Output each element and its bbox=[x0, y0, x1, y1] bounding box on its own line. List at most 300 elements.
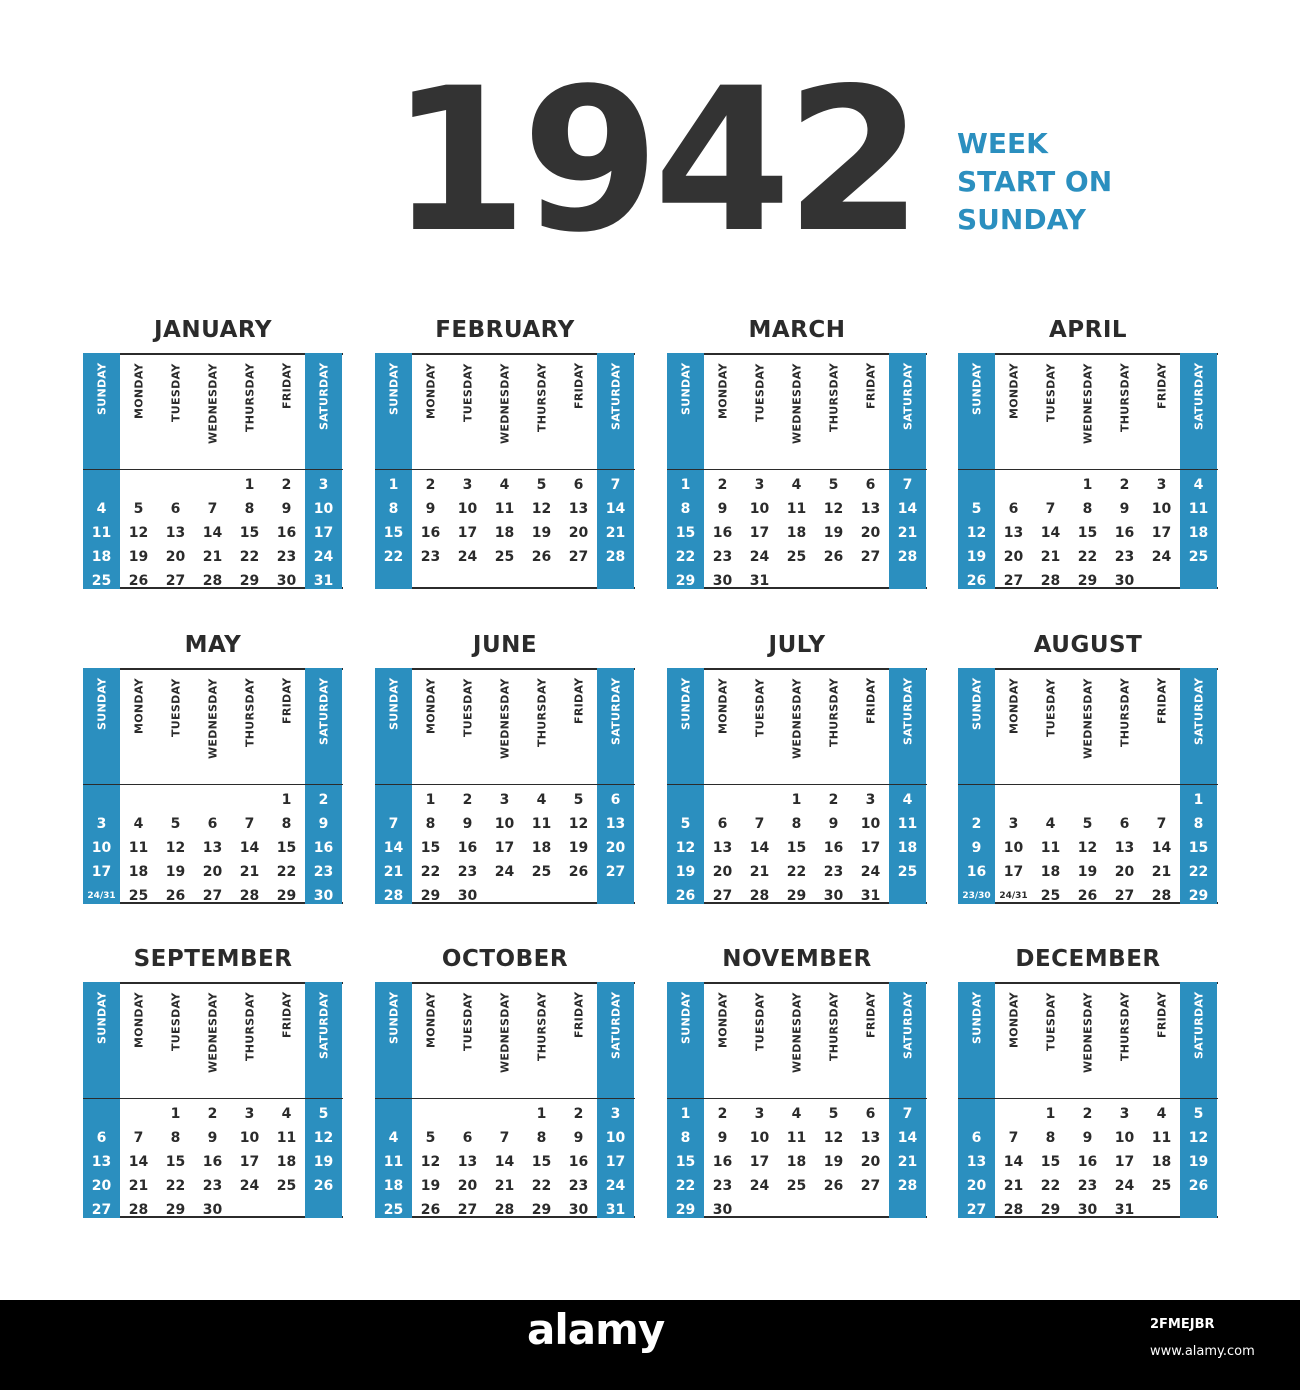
day-cell: 17 bbox=[1003, 864, 1024, 880]
day-cell: 29 bbox=[1188, 888, 1209, 904]
day-cell: 22 bbox=[276, 864, 297, 880]
day-cell: 7 bbox=[1045, 501, 1056, 517]
weekday-header bbox=[412, 992, 449, 1092]
day-cell: 4 bbox=[536, 792, 547, 808]
day-cell: 19 bbox=[1077, 864, 1098, 880]
day-cell: 21 bbox=[383, 864, 404, 880]
day-cell: 17 bbox=[749, 1154, 770, 1170]
day-cell: 26 bbox=[675, 888, 696, 904]
day-cell: 13 bbox=[202, 840, 223, 856]
weekday-header bbox=[1106, 363, 1143, 463]
weekday-label: SATURDAY bbox=[317, 991, 330, 1059]
day-cell: 17 bbox=[1114, 1154, 1135, 1170]
day-cell: 26 bbox=[568, 864, 589, 880]
day-cell: 3 bbox=[318, 477, 329, 493]
day-cell: 9 bbox=[425, 501, 436, 517]
weekday-header bbox=[157, 363, 194, 463]
day-cell: 27 bbox=[860, 549, 881, 565]
day-cell: 25 bbox=[91, 573, 112, 589]
month-name: APRIL bbox=[1048, 317, 1128, 343]
day-cell: 13 bbox=[568, 501, 589, 517]
day-cell: 5 bbox=[318, 1106, 329, 1122]
day-cell: 22 bbox=[675, 549, 696, 565]
day-cell: 14 bbox=[239, 840, 260, 856]
day-cell: 23 bbox=[202, 1178, 223, 1194]
weekday-label: FRIDAY bbox=[572, 991, 585, 1038]
day-cell: 22 bbox=[675, 1178, 696, 1194]
weekday-label: TUESDAY bbox=[753, 363, 766, 422]
weekday-header bbox=[815, 992, 852, 1092]
weekday-header bbox=[486, 992, 523, 1092]
month-september bbox=[83, 944, 343, 1234]
weekday-label: SUNDAY bbox=[679, 677, 692, 730]
weekday-label: SATURDAY bbox=[901, 362, 914, 430]
weekday-header bbox=[231, 678, 268, 778]
day-cell: 15 bbox=[383, 525, 404, 541]
day-cell: 17 bbox=[457, 525, 478, 541]
day-cell: 7 bbox=[133, 1130, 144, 1146]
day-cell: 19 bbox=[1188, 1154, 1209, 1170]
day-cell: 6 bbox=[462, 1130, 473, 1146]
day-cell: 8 bbox=[536, 1130, 547, 1146]
day-cell: 13 bbox=[712, 840, 733, 856]
day-cell: 29 bbox=[1040, 1202, 1061, 1218]
weekday-label: SUNDAY bbox=[387, 991, 400, 1044]
weekday-label: WEDNESDAY bbox=[790, 992, 803, 1073]
weekday-label: WEDNESDAY bbox=[1081, 363, 1094, 444]
weekday-header bbox=[1180, 992, 1217, 1092]
day-cell: 25 bbox=[1151, 1178, 1172, 1194]
day-cell: 17 bbox=[313, 525, 334, 541]
day-cell: 14 bbox=[1003, 1154, 1024, 1170]
weekday-label: THURSDAY bbox=[1118, 992, 1131, 1061]
day-cell: 3 bbox=[96, 816, 107, 832]
day-cell: 15 bbox=[276, 840, 297, 856]
day-cell: 18 bbox=[128, 864, 149, 880]
day-cell: 8 bbox=[244, 501, 255, 517]
day-cell: 14 bbox=[749, 840, 770, 856]
day-cell: 24 bbox=[457, 549, 478, 565]
day-cell: 5 bbox=[1082, 816, 1093, 832]
day-cell: 24 bbox=[749, 1178, 770, 1194]
day-cell: 27 bbox=[605, 864, 626, 880]
day-cell: 17 bbox=[749, 525, 770, 541]
day-cell: 10 bbox=[494, 816, 515, 832]
day-cell: 19 bbox=[675, 864, 696, 880]
day-cell: 4 bbox=[133, 816, 144, 832]
weekday-label: SUNDAY bbox=[970, 677, 983, 730]
weekday-header bbox=[523, 992, 560, 1092]
day-cell: 31 bbox=[860, 888, 881, 904]
weekday-header bbox=[194, 678, 231, 778]
weekday-header bbox=[1106, 992, 1143, 1092]
weekday-label: TUESDAY bbox=[1044, 992, 1057, 1051]
month-name: MARCH bbox=[748, 317, 846, 343]
weekday-header bbox=[523, 678, 560, 778]
day-cell: 16 bbox=[966, 864, 987, 880]
weekday-label: SATURDAY bbox=[317, 677, 330, 745]
weekday-label: SATURDAY bbox=[317, 362, 330, 430]
day-cell: 4 bbox=[902, 792, 913, 808]
day-cell: 29 bbox=[1077, 573, 1098, 589]
weekday-header bbox=[1143, 678, 1180, 778]
day-cell: 10 bbox=[239, 1130, 260, 1146]
day-cell: 2 bbox=[717, 477, 728, 493]
day-cell: 5 bbox=[573, 792, 584, 808]
day-cell: 1 bbox=[680, 1106, 691, 1122]
day-cell: 26 bbox=[165, 888, 186, 904]
day-cell: 2 bbox=[207, 1106, 218, 1122]
day-cell: 26 bbox=[1077, 888, 1098, 904]
day-cell: 1 bbox=[425, 792, 436, 808]
weekday-header bbox=[268, 678, 305, 778]
day-cell: 7 bbox=[499, 1130, 510, 1146]
day-cell: 20 bbox=[712, 864, 733, 880]
day-cell: 28 bbox=[128, 1202, 149, 1218]
day-cell: 15 bbox=[675, 525, 696, 541]
day-cell: 26 bbox=[128, 573, 149, 589]
day-cell: 25 bbox=[1040, 888, 1061, 904]
day-cell: 30 bbox=[1114, 573, 1135, 589]
month-grid bbox=[375, 982, 635, 1218]
weekday-label: SUNDAY bbox=[95, 362, 108, 415]
day-cell: 21 bbox=[239, 864, 260, 880]
day-cell: 28 bbox=[749, 888, 770, 904]
day-cell: 12 bbox=[823, 501, 844, 517]
day-cell: 5 bbox=[680, 816, 691, 832]
day-cell: 10 bbox=[1114, 1130, 1135, 1146]
weekday-header bbox=[667, 992, 704, 1092]
weekday-header bbox=[268, 363, 305, 463]
day-cell: 17 bbox=[239, 1154, 260, 1170]
weekday-header bbox=[83, 363, 120, 463]
weekday-header bbox=[449, 363, 486, 463]
weekday-label: FRIDAY bbox=[1155, 362, 1168, 409]
day-cell: 21 bbox=[128, 1178, 149, 1194]
day-cell: 12 bbox=[420, 1154, 441, 1170]
weekday-label: WEDNESDAY bbox=[206, 678, 219, 759]
weekday-label: TUESDAY bbox=[169, 363, 182, 422]
day-cell: 21 bbox=[1003, 1178, 1024, 1194]
weekday-label: FRIDAY bbox=[1155, 677, 1168, 724]
day-cell: 6 bbox=[207, 816, 218, 832]
weekday-header bbox=[889, 678, 926, 778]
day-cell: 14 bbox=[897, 1130, 918, 1146]
weekday-label: MONDAY bbox=[1007, 678, 1020, 734]
weekday-label: MONDAY bbox=[132, 363, 145, 419]
weekday-label: MONDAY bbox=[132, 992, 145, 1048]
weekday-label: THURSDAY bbox=[243, 992, 256, 1061]
day-cell: 20 bbox=[457, 1178, 478, 1194]
month-grid bbox=[667, 353, 927, 589]
month-grid bbox=[83, 668, 343, 904]
weekday-label: SATURDAY bbox=[901, 991, 914, 1059]
day-cell: 11 bbox=[897, 816, 918, 832]
day-cell: 10 bbox=[1151, 501, 1172, 517]
day-cell: 11 bbox=[91, 525, 112, 541]
day-cell: 30 bbox=[457, 888, 478, 904]
day-cell: 25 bbox=[128, 888, 149, 904]
weekday-header bbox=[778, 363, 815, 463]
month-name: FEBRUARY bbox=[435, 317, 575, 343]
month-december bbox=[958, 944, 1218, 1234]
day-cell: 7 bbox=[1008, 1130, 1019, 1146]
day-cell: 24/31 bbox=[87, 891, 116, 901]
weekday-header bbox=[1143, 992, 1180, 1092]
weekday-header bbox=[597, 678, 634, 778]
day-cell: 16 bbox=[823, 840, 844, 856]
day-cell: 3 bbox=[499, 792, 510, 808]
day-cell: 26 bbox=[313, 1178, 334, 1194]
weekday-label: WEDNESDAY bbox=[1081, 678, 1094, 759]
day-cell: 3 bbox=[1008, 816, 1019, 832]
day-cell: 5 bbox=[828, 1106, 839, 1122]
weekday-header bbox=[375, 363, 412, 463]
day-cell: 8 bbox=[680, 1130, 691, 1146]
month-name: JULY bbox=[768, 632, 826, 658]
day-cell: 27 bbox=[165, 573, 186, 589]
day-cell: 19 bbox=[966, 549, 987, 565]
day-cell: 29 bbox=[239, 573, 260, 589]
day-cell: 27 bbox=[1003, 573, 1024, 589]
day-cell: 27 bbox=[91, 1202, 112, 1218]
day-cell: 2 bbox=[573, 1106, 584, 1122]
day-cell: 21 bbox=[897, 525, 918, 541]
day-cell: 8 bbox=[1045, 1130, 1056, 1146]
day-cell: 12 bbox=[128, 525, 149, 541]
day-cell: 13 bbox=[860, 1130, 881, 1146]
day-cell: 5 bbox=[1193, 1106, 1204, 1122]
day-cell: 14 bbox=[494, 1154, 515, 1170]
day-cell: 23 bbox=[712, 549, 733, 565]
day-cell: 11 bbox=[1040, 840, 1061, 856]
weekday-label: FRIDAY bbox=[280, 991, 293, 1038]
day-cell: 2 bbox=[462, 792, 473, 808]
day-cell: 4 bbox=[499, 477, 510, 493]
weekday-header bbox=[449, 992, 486, 1092]
day-cell: 11 bbox=[128, 840, 149, 856]
month-name: SEPTEMBER bbox=[133, 946, 293, 972]
day-cell: 19 bbox=[128, 549, 149, 565]
day-cell: 21 bbox=[1040, 549, 1061, 565]
day-cell: 24 bbox=[749, 549, 770, 565]
weekday-header bbox=[1032, 992, 1069, 1092]
day-cell: 3 bbox=[1156, 477, 1167, 493]
day-cell: 21 bbox=[1151, 864, 1172, 880]
day-cell: 21 bbox=[605, 525, 626, 541]
day-cell: 6 bbox=[1008, 501, 1019, 517]
day-cell: 29 bbox=[165, 1202, 186, 1218]
weekday-header bbox=[667, 678, 704, 778]
day-cell: 26 bbox=[823, 1178, 844, 1194]
day-cell: 20 bbox=[860, 1154, 881, 1170]
month-february bbox=[375, 315, 635, 605]
day-cell: 6 bbox=[865, 477, 876, 493]
day-cell: 30 bbox=[313, 888, 334, 904]
weekday-label: THURSDAY bbox=[827, 992, 840, 1061]
weekday-label: THURSDAY bbox=[535, 363, 548, 432]
day-cell: 28 bbox=[1040, 573, 1061, 589]
day-cell: 13 bbox=[1114, 840, 1135, 856]
day-cell: 8 bbox=[791, 816, 802, 832]
day-cell: 15 bbox=[420, 840, 441, 856]
weekday-label: SUNDAY bbox=[679, 362, 692, 415]
day-cell: 1 bbox=[536, 1106, 547, 1122]
weekday-header bbox=[1180, 363, 1217, 463]
day-cell: 1 bbox=[1045, 1106, 1056, 1122]
day-cell: 26 bbox=[531, 549, 552, 565]
day-cell: 31 bbox=[605, 1202, 626, 1218]
weekday-header bbox=[1143, 363, 1180, 463]
day-cell: 23 bbox=[823, 864, 844, 880]
day-cell: 19 bbox=[420, 1178, 441, 1194]
weekday-header bbox=[852, 363, 889, 463]
weekday-label: THURSDAY bbox=[535, 992, 548, 1061]
weekday-header bbox=[120, 992, 157, 1092]
day-cell: 25 bbox=[1188, 549, 1209, 565]
month-name: AUGUST bbox=[1033, 632, 1143, 658]
day-cell: 28 bbox=[239, 888, 260, 904]
day-cell: 25 bbox=[276, 1178, 297, 1194]
header-divider bbox=[958, 469, 1218, 470]
weekday-header bbox=[83, 678, 120, 778]
month-march bbox=[667, 315, 927, 605]
day-cell: 13 bbox=[1003, 525, 1024, 541]
day-cell: 5 bbox=[425, 1130, 436, 1146]
day-cell: 29 bbox=[276, 888, 297, 904]
weekday-label: SUNDAY bbox=[679, 991, 692, 1044]
day-cell: 20 bbox=[202, 864, 223, 880]
day-cell: 13 bbox=[966, 1154, 987, 1170]
day-cell: 4 bbox=[1193, 477, 1204, 493]
day-cell: 17 bbox=[860, 840, 881, 856]
day-cell: 11 bbox=[1188, 501, 1209, 517]
weekday-header bbox=[231, 992, 268, 1092]
day-cell: 10 bbox=[749, 501, 770, 517]
day-cell: 7 bbox=[207, 501, 218, 517]
weekday-label: WEDNESDAY bbox=[790, 678, 803, 759]
day-cell: 11 bbox=[383, 1154, 404, 1170]
day-cell: 4 bbox=[96, 501, 107, 517]
day-cell: 27 bbox=[568, 549, 589, 565]
weekday-label: THURSDAY bbox=[827, 363, 840, 432]
weekday-label: TUESDAY bbox=[461, 992, 474, 1051]
weekday-label: SATURDAY bbox=[609, 991, 622, 1059]
day-cell: 23 bbox=[313, 864, 334, 880]
day-cell: 3 bbox=[244, 1106, 255, 1122]
day-cell: 30 bbox=[823, 888, 844, 904]
day-cell: 22 bbox=[786, 864, 807, 880]
weekday-header bbox=[958, 363, 995, 463]
tagline-line-2: START ON bbox=[957, 165, 1113, 198]
day-cell: 22 bbox=[239, 549, 260, 565]
weekday-header bbox=[83, 992, 120, 1092]
day-cell: 8 bbox=[425, 816, 436, 832]
weekday-header bbox=[1032, 678, 1069, 778]
day-cell: 24 bbox=[860, 864, 881, 880]
weekday-label: SUNDAY bbox=[95, 677, 108, 730]
weekday-header bbox=[375, 992, 412, 1092]
header-divider bbox=[958, 1098, 1218, 1099]
weekday-label: SATURDAY bbox=[901, 677, 914, 745]
day-cell: 5 bbox=[170, 816, 181, 832]
day-cell: 11 bbox=[1151, 1130, 1172, 1146]
day-cell: 12 bbox=[966, 525, 987, 541]
day-cell: 4 bbox=[791, 477, 802, 493]
day-cell: 6 bbox=[1119, 816, 1130, 832]
day-cell: 15 bbox=[165, 1154, 186, 1170]
weekday-label: WEDNESDAY bbox=[498, 678, 511, 759]
weekday-label: THURSDAY bbox=[535, 678, 548, 747]
day-cell: 25 bbox=[897, 864, 918, 880]
day-cell: 13 bbox=[860, 501, 881, 517]
month-grid bbox=[375, 668, 635, 904]
day-cell: 20 bbox=[966, 1178, 987, 1194]
day-cell: 14 bbox=[202, 525, 223, 541]
day-cell: 21 bbox=[897, 1154, 918, 1170]
day-cell: 7 bbox=[610, 477, 621, 493]
weekday-label: WEDNESDAY bbox=[1081, 992, 1094, 1073]
day-cell: 18 bbox=[897, 840, 918, 856]
day-cell: 20 bbox=[860, 525, 881, 541]
header-divider bbox=[958, 784, 1218, 785]
weekday-header bbox=[704, 363, 741, 463]
day-cell: 2 bbox=[971, 816, 982, 832]
day-cell: 6 bbox=[971, 1130, 982, 1146]
day-cell: 18 bbox=[1151, 1154, 1172, 1170]
weekday-header bbox=[889, 363, 926, 463]
weekday-label: MONDAY bbox=[424, 678, 437, 734]
weekday-label: MONDAY bbox=[1007, 992, 1020, 1048]
weekday-label: SUNDAY bbox=[387, 362, 400, 415]
day-cell: 10 bbox=[1003, 840, 1024, 856]
day-cell: 21 bbox=[494, 1178, 515, 1194]
day-cell: 16 bbox=[1114, 525, 1135, 541]
day-cell: 30 bbox=[202, 1202, 223, 1218]
weekday-label: SUNDAY bbox=[95, 991, 108, 1044]
day-cell: 9 bbox=[717, 501, 728, 517]
day-cell: 16 bbox=[420, 525, 441, 541]
day-cell: 21 bbox=[749, 864, 770, 880]
day-cell: 2 bbox=[717, 1106, 728, 1122]
day-cell: 26 bbox=[823, 549, 844, 565]
weekday-header bbox=[449, 678, 486, 778]
month-august bbox=[958, 630, 1218, 920]
day-cell: 24 bbox=[313, 549, 334, 565]
weekday-header bbox=[486, 363, 523, 463]
day-cell: 6 bbox=[96, 1130, 107, 1146]
month-grid bbox=[83, 353, 343, 589]
day-cell: 9 bbox=[318, 816, 329, 832]
day-cell: 3 bbox=[754, 1106, 765, 1122]
day-cell: 24 bbox=[494, 864, 515, 880]
weekday-label: MONDAY bbox=[716, 363, 729, 419]
day-cell: 15 bbox=[786, 840, 807, 856]
day-cell: 18 bbox=[383, 1178, 404, 1194]
day-cell: 12 bbox=[1188, 1130, 1209, 1146]
weekday-header bbox=[157, 678, 194, 778]
day-cell: 23 bbox=[420, 549, 441, 565]
weekday-label: MONDAY bbox=[716, 678, 729, 734]
month-name: MAY bbox=[184, 632, 242, 658]
header-divider bbox=[83, 469, 343, 470]
weekday-header bbox=[305, 678, 342, 778]
weekday-label: WEDNESDAY bbox=[790, 363, 803, 444]
weekday-header bbox=[305, 992, 342, 1092]
weekday-header bbox=[375, 678, 412, 778]
day-cell: 1 bbox=[680, 477, 691, 493]
day-cell: 10 bbox=[605, 1130, 626, 1146]
